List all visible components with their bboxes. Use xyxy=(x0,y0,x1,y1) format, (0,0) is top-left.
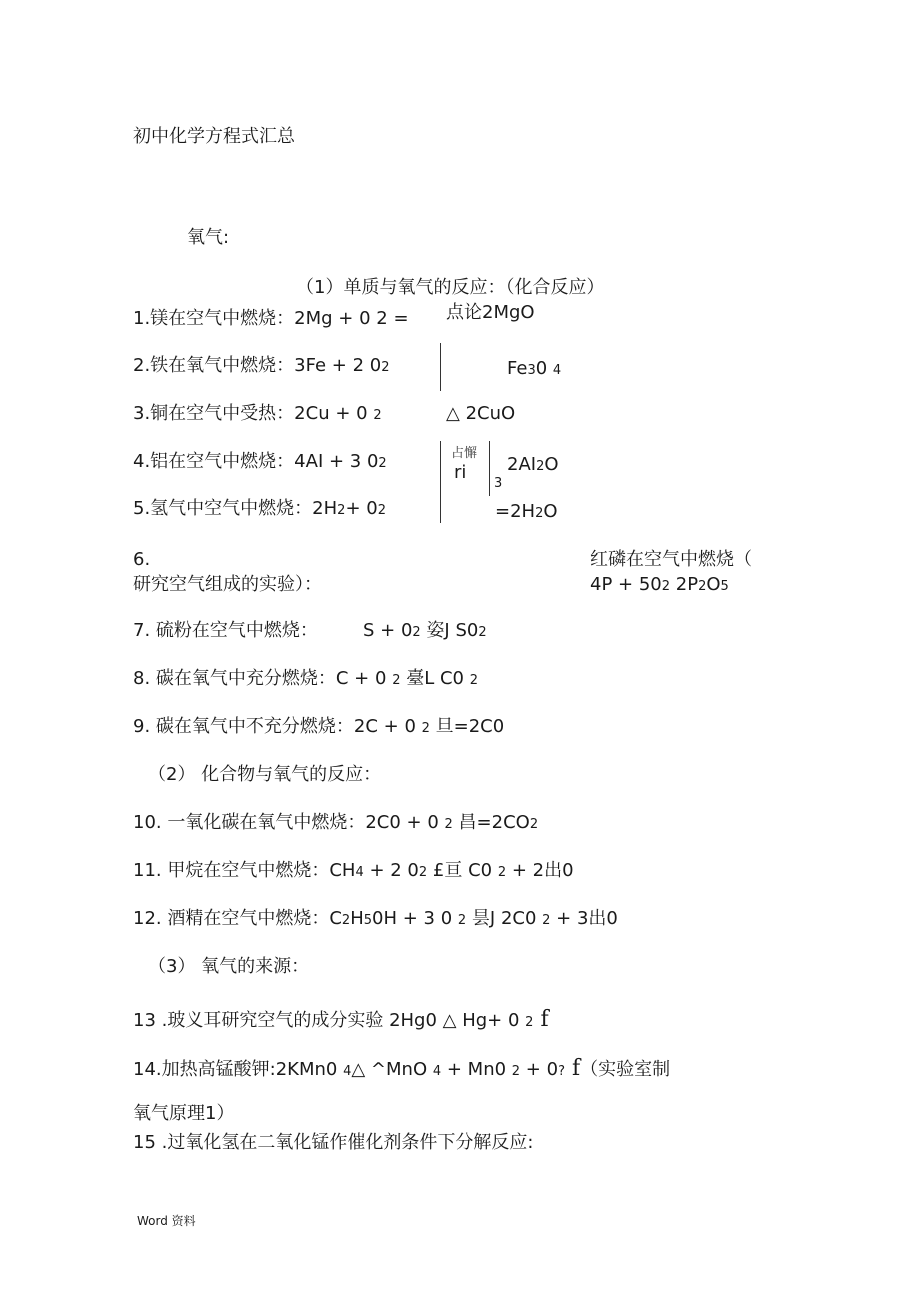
subscript: 2 xyxy=(511,1064,521,1079)
equation-text: + 2出0 xyxy=(506,860,574,881)
reaction-5-left xyxy=(133,500,386,518)
subscript: 2 xyxy=(337,503,346,518)
equation-text: 8. 碳在氧气中充分燃烧：C + 0 xyxy=(133,668,387,689)
reaction-9 xyxy=(133,718,504,736)
equation-text: 旦=2C0 xyxy=(429,716,505,737)
equation-text: 14.加热高锰酸钾:2KMn0 xyxy=(133,1059,338,1080)
reaction-2-text: 2.铁在氧气中燃烧：3Fe + 2 0 xyxy=(133,355,382,376)
subscript: 2 xyxy=(478,625,487,640)
reaction-4-product xyxy=(507,456,559,474)
product-text: O xyxy=(544,454,559,475)
reaction-10 xyxy=(133,814,538,832)
subscript: 2 xyxy=(421,721,430,736)
reaction-1-right: 点论2MgO xyxy=(446,302,535,323)
equation-text: 0H + 3 0 xyxy=(372,908,453,929)
product-text: 2AI xyxy=(507,454,537,475)
reaction-4-left xyxy=(133,453,387,471)
reaction-8 xyxy=(133,670,478,688)
equation-text: H xyxy=(350,908,364,929)
equation-text: 昙J 2C0 xyxy=(466,908,537,929)
reaction-2-left xyxy=(133,357,390,375)
subscript: 2 xyxy=(444,817,453,832)
equation-text: 昌=2CO xyxy=(452,812,530,833)
subscript: 2 xyxy=(392,673,401,688)
gas-arrow-glyph: f xyxy=(564,1056,581,1081)
product-text: O xyxy=(543,501,558,522)
subscript: 2 xyxy=(525,1015,534,1030)
equation-text: （实验室制 xyxy=(580,1059,671,1080)
subscript: 2 xyxy=(536,459,545,474)
reaction-4-condition-top: 占懈 xyxy=(451,446,478,461)
equation-text: 姿J S0 xyxy=(420,620,479,641)
subscript: 2 xyxy=(529,817,539,832)
subscript: 2 xyxy=(535,506,544,521)
subscript: 3 xyxy=(527,363,536,378)
subscript: 2 xyxy=(378,456,387,471)
reaction-5-product xyxy=(495,503,558,521)
reaction-7-equation xyxy=(363,622,487,640)
equation-text: + 0 xyxy=(520,1059,559,1080)
equation-text: 4P + 50 xyxy=(590,574,662,595)
subscript: ? xyxy=(558,1064,565,1079)
subscript: 2 xyxy=(418,865,428,880)
subscript: 2 xyxy=(698,579,707,594)
subscript: 2 xyxy=(469,673,478,688)
equation-text: S + 0 xyxy=(363,620,413,641)
subscript: 2 xyxy=(457,913,467,928)
equation-text: 臺L C0 xyxy=(400,668,464,689)
page-title: 初中化学方程式汇总 xyxy=(133,126,295,147)
section-heading-2: （2） 化合物与氧气的反应： xyxy=(148,764,382,785)
reaction-12 xyxy=(133,910,618,928)
oxygen-heading: 氧气: xyxy=(187,227,230,248)
subscript: 2 xyxy=(341,913,351,928)
subscript: 4 xyxy=(552,363,562,378)
equation-text: £亘 C0 xyxy=(427,860,493,881)
reaction-14 xyxy=(133,1058,670,1080)
bracket-line xyxy=(489,441,490,496)
product-text: Fe xyxy=(507,358,528,379)
reaction-15: 15 .过氧化氢在二氧化锰作催化剂条件下分解反应: xyxy=(133,1132,534,1153)
subscript: 5 xyxy=(720,579,729,594)
equation-text: 13 .玻义耳研究空气的成分实验 2Hg0 △ Hg+ 0 xyxy=(133,1010,520,1031)
section-heading-3: （3） 氧气的来源： xyxy=(148,956,310,977)
reaction-6-right2 xyxy=(590,576,729,594)
reaction-14-continued: 氧气原理1） xyxy=(133,1103,235,1124)
reaction-1-left: 1.镁在空气中燃烧：2Mg + 0 2 = xyxy=(133,308,409,329)
page-footer: Word 资料 xyxy=(137,1214,196,1228)
product-text: 0 xyxy=(535,358,548,379)
reaction-6-line2: 研究空气组成的实验）： xyxy=(133,574,322,595)
subscript: 2 xyxy=(412,625,421,640)
subscript: 2 xyxy=(542,913,551,928)
equation-text: 11. 甲烷在空气中燃烧：CH xyxy=(133,860,356,881)
reaction-7-left: 7. 硫粉在空气中燃烧： xyxy=(133,620,318,641)
subscript: 4 xyxy=(432,1064,442,1079)
subscript: 2 xyxy=(381,360,390,375)
subscript: 2 xyxy=(661,579,671,594)
equation-text: + 2 0 xyxy=(363,860,419,881)
equation-text: 9. 碳在氧气中不充分燃烧：2C + 0 xyxy=(133,716,416,737)
section-heading-1: （1）单质与氧气的反应：（化合反应） xyxy=(296,277,605,298)
bracket-line xyxy=(440,441,441,523)
subscript: 2 xyxy=(497,865,507,880)
subscript: 2 xyxy=(373,408,382,423)
equation-text: 12. 酒精在空气中燃烧：C xyxy=(133,908,342,929)
reaction-5-text: 5.氢气中空气中燃烧：2H xyxy=(133,498,338,519)
reaction-11 xyxy=(133,862,574,880)
bracket-line xyxy=(440,343,441,391)
reaction-4-text: 4.铝在空气中燃烧：4AI + 3 0 xyxy=(133,451,379,472)
product-text: =2H xyxy=(495,501,536,522)
equation-text: + Mn0 xyxy=(441,1059,507,1080)
subscript: 5 xyxy=(363,913,373,928)
gas-arrow-glyph: f xyxy=(533,1007,549,1032)
reaction-4-subscript: 3 xyxy=(494,476,503,491)
reaction-3-right: △ 2CuO xyxy=(446,403,516,424)
equation-text: 2P xyxy=(670,574,699,595)
equation-text: △ ^MnO xyxy=(351,1059,428,1080)
reaction-6-number: 6. xyxy=(133,549,151,570)
reaction-6-right1: 红磷在空气中燃烧（ xyxy=(590,549,752,570)
reaction-3-left xyxy=(133,405,382,423)
reaction-13 xyxy=(133,1009,549,1031)
subscript: 4 xyxy=(355,865,364,880)
reaction-5-text: + 0 xyxy=(345,498,378,519)
reaction-4-condition-bottom: ri xyxy=(454,462,467,483)
reaction-2-product xyxy=(507,360,561,378)
subscript: 4 xyxy=(343,1064,352,1079)
subscript: 2 xyxy=(377,503,386,518)
equation-text: + 3出0 xyxy=(550,908,618,929)
equation-text: O xyxy=(706,574,721,595)
reaction-3-text: 3.铜在空气中受热：2Cu + 0 xyxy=(133,403,368,424)
equation-text: 10. 一氧化碳在氧气中燃烧：2C0 + 0 xyxy=(133,812,439,833)
